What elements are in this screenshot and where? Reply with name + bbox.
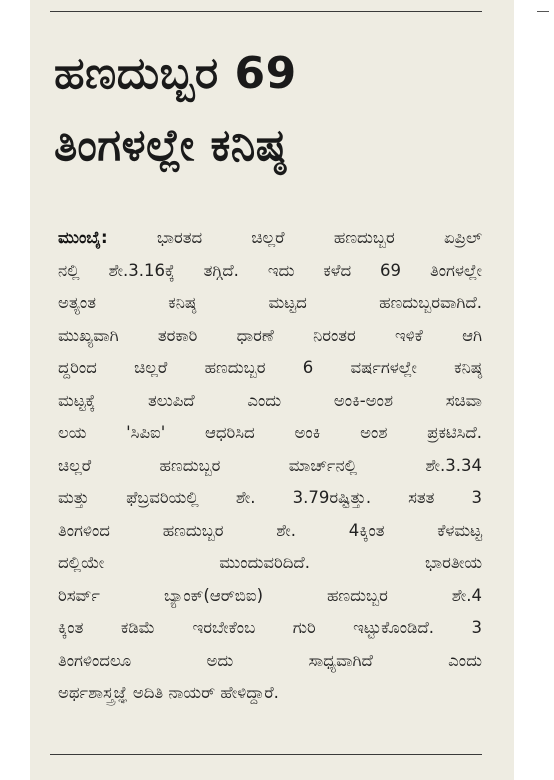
article-line: ಮುಂಬೈ: ಭಾರತದ ಚಿಲ್ಲರೆ ಹಣದುಬ್ಬರ ಏಪ್ರಿಲ್ bbox=[58, 228, 482, 247]
article-line: ಮತ್ತು ಫೆಬ್ರವರಿಯಲ್ಲಿ ಶೇ. 3.79ರಷ್ಟಿತ್ತು. ಸತತ 3 bbox=[58, 488, 482, 507]
headline bbox=[54, 38, 474, 182]
dateline: ಮುಂಬೈ: bbox=[58, 228, 108, 247]
article-line: ಲಯ 'ಸಿಪಿಐ' ಆಧರಿಸಿದ ಅಂಕಿ ಅಂಶ ಪ್ರಕಟಿಸಿದೆ. bbox=[58, 423, 482, 442]
article-line: ಚಿಲ್ಲರೆ ಹಣದುಬ್ಬರ ಮಾರ್ಚ್‌ನಲ್ಲಿ ಶೇ.3.34 bbox=[58, 455, 482, 475]
margin-mark bbox=[537, 11, 549, 12]
article-line: ನಲ್ಲಿ ಶೇ.3.16ಕ್ಕೆ ತಗ್ಗಿದೆ. ಇದು ಕಳೆದ 69 ತಿಂಗಳಲ್ಲೇ bbox=[58, 260, 482, 280]
bottom-rule bbox=[50, 754, 482, 755]
headline-line-1: ಹಣದುಬ್ಬರ 69 bbox=[54, 48, 297, 99]
article-line: ದಲ್ಲಿಯೇ ಮುಂದುವರಿದಿದೆ. ಭಾರತೀಯ bbox=[58, 553, 482, 572]
article-line: ತಿಂಗಳಿಂದಲೂ ಅದು ಸಾಧ್ಯವಾಗಿದೆ ಎಂದು bbox=[58, 650, 482, 670]
article-line: ಮಟ್ಟಕ್ಕೆ ತಲುಪಿದೆ ಎಂದು ಅಂಕಿ-ಅಂಶ ಸಚಿವಾ bbox=[58, 390, 482, 410]
article-body bbox=[58, 222, 482, 710]
article-line: ಅರ್ಥಶಾಸ್ತ್ರಜ್ಞೆ ಅದಿತಿ ನಾಯರ್ ಹೇಳಿದ್ದಾರೆ. bbox=[58, 683, 279, 702]
article-line: ಅತ್ಯಂತ ಕನಿಷ್ಠ ಮಟ್ಟದ ಹಣದುಬ್ಬರವಾಗಿದೆ. bbox=[58, 293, 482, 312]
article-line: ರಿಸರ್ವ್ ಬ್ಯಾಂಕ್(ಆರ್‌ಬಿಐ) ಹಣದುಬ್ಬರ ಶೇ.4 bbox=[58, 585, 482, 605]
article-line: ದ್ದರಿಂದ ಚಿಲ್ಲರೆ ಹಣದುಬ್ಬರ 6 ವರ್ಷಗಳಲ್ಲೇ ಕನಿಷ್ಠ bbox=[58, 358, 482, 377]
headline-line-2: ತಿಂಗಳಲ್ಲೇ ಕನಿಷ್ಠ bbox=[54, 120, 287, 171]
article-line: ಮುಖ್ಯವಾಗಿ ತರಕಾರಿ ಧಾರಣೆ ನಿರಂತರ ಇಳಿಕೆ ಆಗಿ bbox=[58, 325, 482, 345]
article-line: ತಿಂಗಳಿಂದ ಹಣದುಬ್ಬರ ಶೇ. 4ಕ್ಕಿಂತ ಕೆಳಮಟ್ಟ bbox=[58, 520, 482, 540]
top-rule bbox=[50, 11, 482, 12]
article-line: ಕ್ಕಿಂತ ಕಡಿಮೆ ಇರಬೇಕೆಂಬ ಗುರಿ ಇಟ್ಟುಕೊಂಡಿದೆ. 3 bbox=[58, 618, 482, 637]
